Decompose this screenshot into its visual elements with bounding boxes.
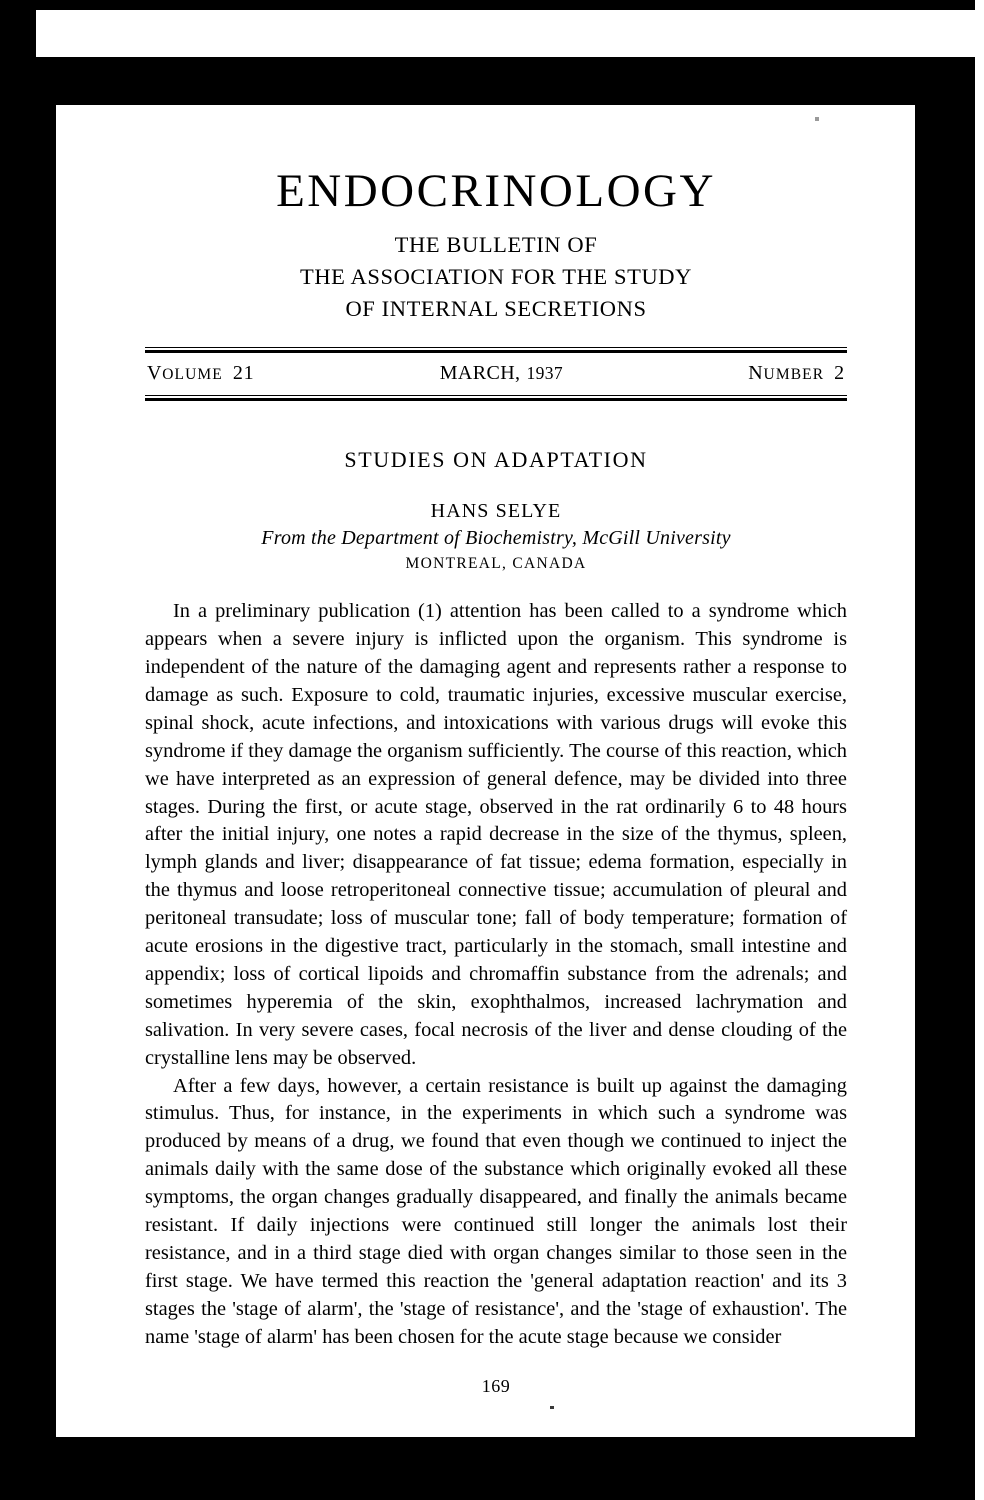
volume-label-rest: OLUME bbox=[162, 366, 223, 384]
article-city: MONTREAL, CANADA bbox=[405, 555, 587, 573]
issue-rule-block bbox=[145, 347, 847, 401]
journal-subtitle-line-2: THE ASSOCIATION FOR THE STUDY bbox=[299, 264, 692, 290]
journal-subtitle-line-3: OF INTERNAL SECRETIONS bbox=[345, 296, 647, 322]
scan-speck bbox=[550, 1406, 554, 1409]
page-number: 169 bbox=[481, 1375, 511, 1396]
number-label-initial: N bbox=[748, 362, 764, 385]
article-header bbox=[145, 447, 847, 573]
scan-edge-strip-top bbox=[36, 10, 984, 57]
article-affiliation: From the Department of Biochemistry, McGill University bbox=[261, 527, 731, 550]
scan-edge-strip-right bbox=[975, 0, 984, 1500]
rule-top-thin bbox=[145, 347, 847, 348]
journal-subtitle-line-1: THE BULLETIN OF bbox=[394, 232, 598, 258]
rule-bottom-thick bbox=[145, 398, 847, 401]
page-content-column bbox=[145, 105, 847, 1397]
issue-year: 1937 bbox=[526, 363, 564, 384]
issue-month: MARCH, bbox=[439, 362, 521, 385]
number-label-rest: UMBER bbox=[763, 366, 825, 384]
journal-masthead bbox=[145, 105, 847, 325]
issue-number: 2 bbox=[834, 362, 845, 385]
scanned-page bbox=[56, 105, 915, 1437]
volume-label-initial: V bbox=[147, 362, 163, 385]
volume-number: 21 bbox=[232, 362, 255, 385]
volume-label bbox=[147, 362, 254, 385]
body-paragraph-2: After a few days, however, a certain resistance is built up against the damaging stimulus. Thus, for instance, in the experiments in which such a syndrome was produced by means of a drug, we found that even though we continued to inject the animals daily with the same dose of the substance which originally evoked all these symptoms, the organ changes gradually disappeared, and finally the animals became resistant. If daily injections were continued still longer the animals lost their resistance, and in a third stage died with organ changes similar to those seen in the first stage. We have termed this reaction the 'general adaptation reaction' and its 3 stages the 'stage of alarm', the 'stage of resistance', and the 'stage of exhaustion'. The name 'stage of alarm' has been chosen for the acute stage because we consider bbox=[145, 1074, 847, 1348]
issue-line bbox=[145, 353, 847, 395]
issue-date bbox=[440, 362, 563, 385]
article-body bbox=[145, 598, 847, 1351]
journal-subtitle bbox=[145, 229, 847, 325]
journal-title: ENDOCRINOLOGY bbox=[276, 165, 716, 217]
scan-speck bbox=[815, 117, 819, 121]
number-label bbox=[748, 362, 845, 385]
rule-bottom-thin bbox=[145, 395, 847, 396]
article-title: STUDIES ON ADAPTATION bbox=[344, 447, 648, 473]
body-paragraph-1: In a preliminary publication (1) attention has been called to a syndrome which appears when a severe injury is inflicted upon the organism. This syndrome is independent of the nature of the damaging agent and represents rather a response to damage as such. Exposure to cold, traumatic injuries, excessive muscular exercise, spinal shock, acute infections, and intoxications with various drugs will evoke this syndrome if they damage the organism sufficiently. The course of this reaction, which we have interpreted as an expression of general defence, may be divided into three stages. During the first, or acute stage, observed in the rat ordinarily 6 to 48 hours after the initial injury, one notes a rapid decrease in the size of the thymus, spleen, lymph glands and liver; disappearance of fat tissue; edema formation, especially in the thymus and loose retroperitoneal connective tissue; accumulation of pleural and peritoneal transudate; loss of muscular tone; fall of body temperature; formation of acute erosions in the digestive tract, particularly in the stomach, small intestine and appendix; loss of cortical lipoids and chromaffin substance from the adrenals; and sometimes hyperemia of the skin, exophthalmos, increased lachrymation and salivation. In very severe cases, focal necrosis of the liver and dense clouding of the crystalline lens may be observed. bbox=[145, 600, 847, 1069]
article-author: HANS SELYE bbox=[430, 500, 562, 523]
